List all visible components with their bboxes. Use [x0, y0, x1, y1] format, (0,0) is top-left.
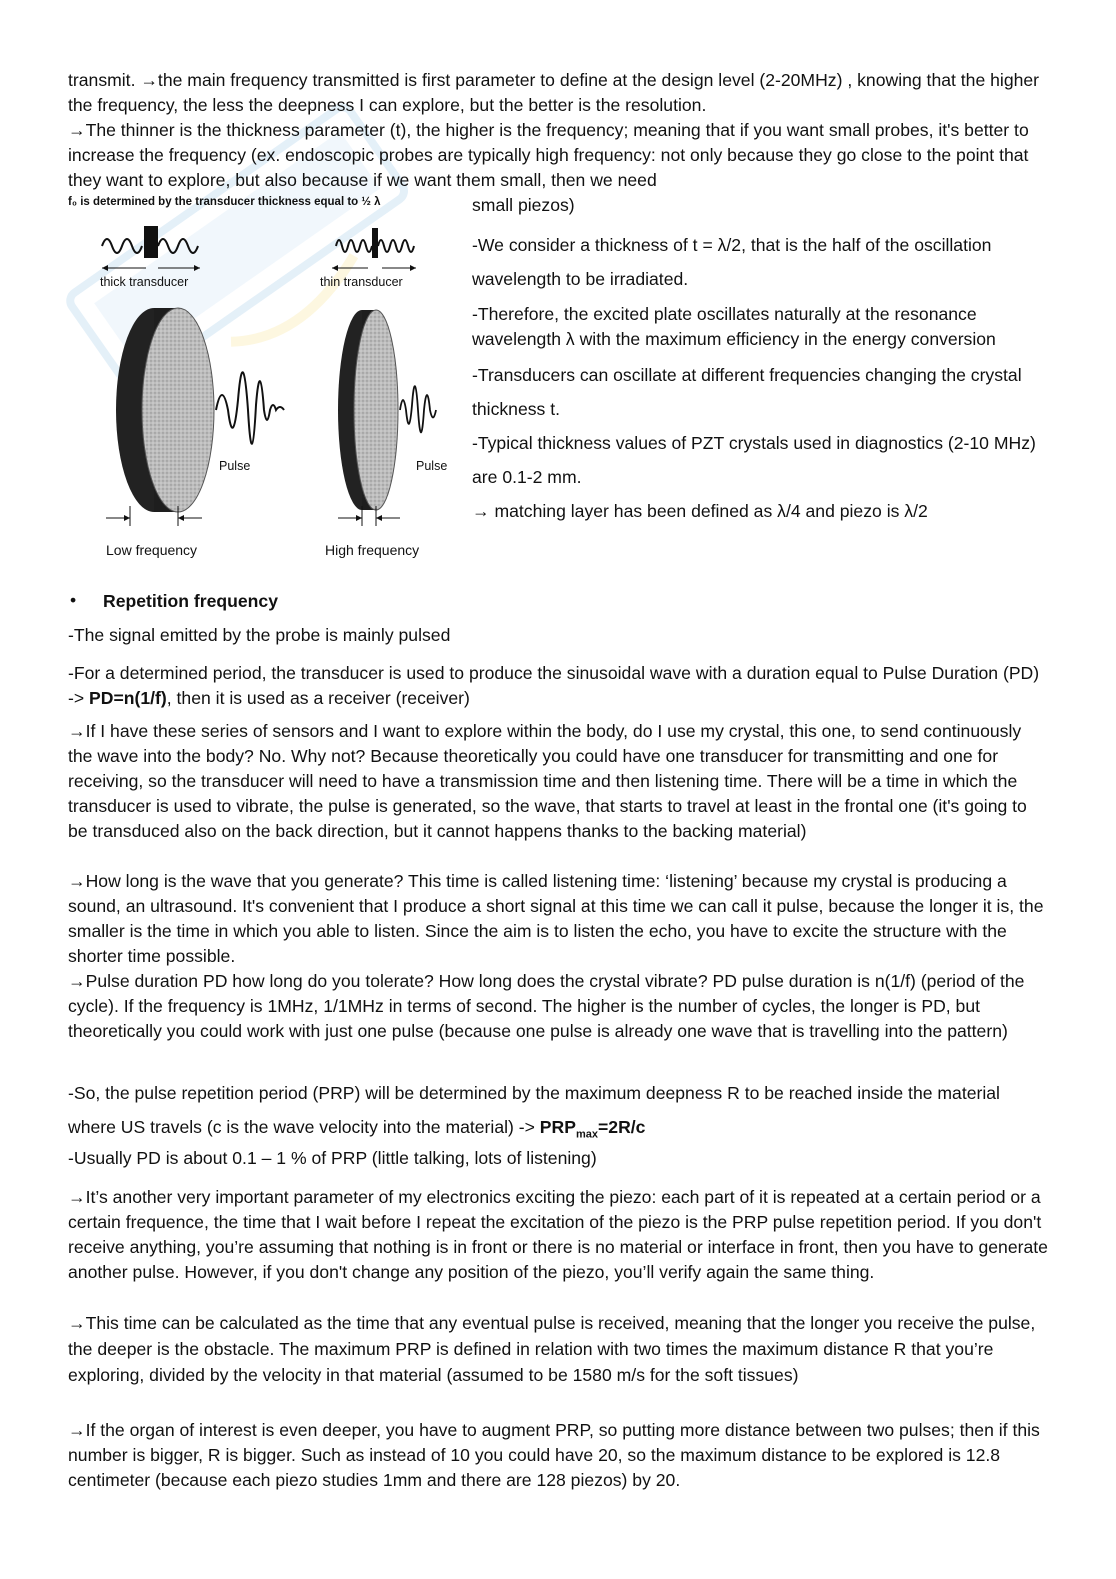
- prp-formula: [539, 1117, 646, 1141]
- body-paragraph-2: [68, 661, 1048, 711]
- right-paragraph-5: → matching layer has been defined as λ/4 and piezo is λ/2: [472, 501, 928, 521]
- thick-disc-icon: [116, 308, 284, 512]
- body-paragraph-5: →Pulse duration PD how long do you tolerate? How long does the crystal vibrate? PD pulse duration is n(1/f) (period of the cycle). If the frequency is 1MHz, 1/1MHz in terms of second. The higher is the number of cycles, the longer is PD, but theoretically you could work with just one pulse (because one pulse is already one wave that is travelling into the pattern): [68, 971, 1025, 1041]
- right-paragraph-4: -Typical thickness values of PZT crystals used in diagnostics (2-10 MHz) are 0.1-2 mm.: [472, 433, 1036, 487]
- right-paragraph-1: -We consider a thickness of t = λ/2, that is the half of the oscillation wavelength to be irradiated.: [472, 235, 992, 289]
- transducer-diagram: [66, 196, 461, 571]
- prp-text: -So, the pulse repetition period (PRP) will be determined by the maximum deepness R to be reached inside the material where US travels (c is the wave velocity into the material) ->: [68, 1083, 1000, 1137]
- pulse-label-right: Pulse: [416, 459, 448, 473]
- intro-paragraph-1: transmit. →the main frequency transmitted is first parameter to define at the design level (2-20MHz) , knowing that the higher the frequency, the less the deepness I can explore, but the better is the resolution.: [68, 70, 1040, 115]
- figure-caption: f₀ is determined by the transducer thickness equal to ½ λ: [68, 196, 381, 208]
- pd-formula: PD=n(1/f): [89, 688, 167, 708]
- transducer-figure: [66, 196, 461, 571]
- body-paragraph-8: →It’s another very important parameter of my electronics exciting the piezo: each part of it is repeated at a certain period or a certain frequence, the time that I wait before I repeat the excitation of the piezo is the PRP pulse repetition period. If you don't receive anything, you’re assuming that nothing is in front or there is no material or interface in front, then you have to generate another pulse. However, if you don't change any position of the piezo, you’ll verify again the same thing.: [68, 1187, 1048, 1282]
- pulse-label-left: Pulse: [219, 459, 251, 473]
- body-paragraph-9: →This time can be calculated as the time that any eventual pulse is received, meaning that the longer you receive the pulse, the deeper is the obstacle. The maximum PRP is defined in relation with two times the maximum distance R that you’re exploring, divided by the velocity in that material (assumed to be 1580 m/s for the soft tissues): [68, 1313, 1036, 1385]
- body-paragraph-3: →If I have these series of sensors and I want to explore within the body, do I use my crystal, this one, to send continuously the wave into the body? No. Why not? Because theoretically you could have one transducer for transmitting and one for receiving, so the transducer will need to have a transmission time and then listening time. There will be a time in which the transducer is used to vibrate, the pulse is generated, so the wave, that starts to travel at least in the frontal one (it's going to be transduced also on the back direction, but it cannot happens thanks to the backing material): [68, 721, 1027, 841]
- prp-equation: =2R/c: [598, 1117, 646, 1137]
- body-paragraph-10: →If the organ of interest is even deeper, you have to augment PRP, so putting more distance between two pulses; then if this number is bigger, R is bigger. Such as instead of 10 you could have 20, so the maximum distance to be explored is 12.8 centimeter (because each piezo studies 1mm and there are 128 piezos) by 20.: [68, 1420, 1040, 1490]
- body-paragraph-4: →How long is the wave that you generate? This time is called listening time: ‘listening’ because my crystal is producing a sound, an ultrasound. It's convenient that I produce a short signal at this time we can call it pulse, because the longer it is, the smaller is the time in which you able to listen. Since the aim is to listen the echo, you have to excite the structure with the shorter time possible.: [68, 871, 1044, 966]
- section-heading: Repetition frequency: [103, 591, 278, 611]
- prp-subscript: max: [575, 1128, 599, 1141]
- right-paragraph-3: -Transducers can oscillate at different frequencies changing the crystal thickness t.: [472, 365, 1022, 419]
- body-paragraph-1: -The signal emitted by the probe is mainly pulsed: [68, 625, 451, 645]
- thin-disc-icon: [338, 310, 436, 510]
- right-column: [472, 193, 1047, 528]
- high-frequency-label: High frequency: [325, 542, 420, 558]
- pd-text-start: -For a determined period, the transducer is used to produce the sinusoidal wave with a duration equal to Pulse Duration (PD) ->: [68, 663, 1040, 708]
- thick-transducer-label: thick transducer: [100, 275, 189, 289]
- thin-transducer-label: thin transducer: [320, 275, 403, 289]
- pd-text-end: , then it is used as a receiver (receiver): [166, 688, 470, 708]
- prp-symbol: PRP: [539, 1117, 576, 1137]
- thick-wave-icon: [102, 226, 200, 271]
- thin-wave-icon: [332, 228, 416, 271]
- low-frequency-label: Low frequency: [106, 542, 198, 558]
- small-piezos-text: small piezos): [472, 195, 575, 215]
- intro-paragraph-2: →The thinner is the thickness parameter (t), the higher is the frequency; meaning that if you want small probes, it's better to increase the frequency (ex. endoscopic probes are typically high frequency: not only because they go close to the point that they want to explore, but also because if we want them small, then we need: [68, 120, 1029, 190]
- body-paragraph-6: [68, 1076, 1048, 1152]
- body-paragraph-7: -Usually PD is about 0.1 – 1 % of PRP (little talking, lots of listening): [68, 1148, 597, 1168]
- bullet-icon: •: [70, 590, 77, 610]
- right-paragraph-2: -Therefore, the excited plate oscillates naturally at the resonance wavelength λ with the maximum efficiency in the energy conversion: [472, 304, 996, 349]
